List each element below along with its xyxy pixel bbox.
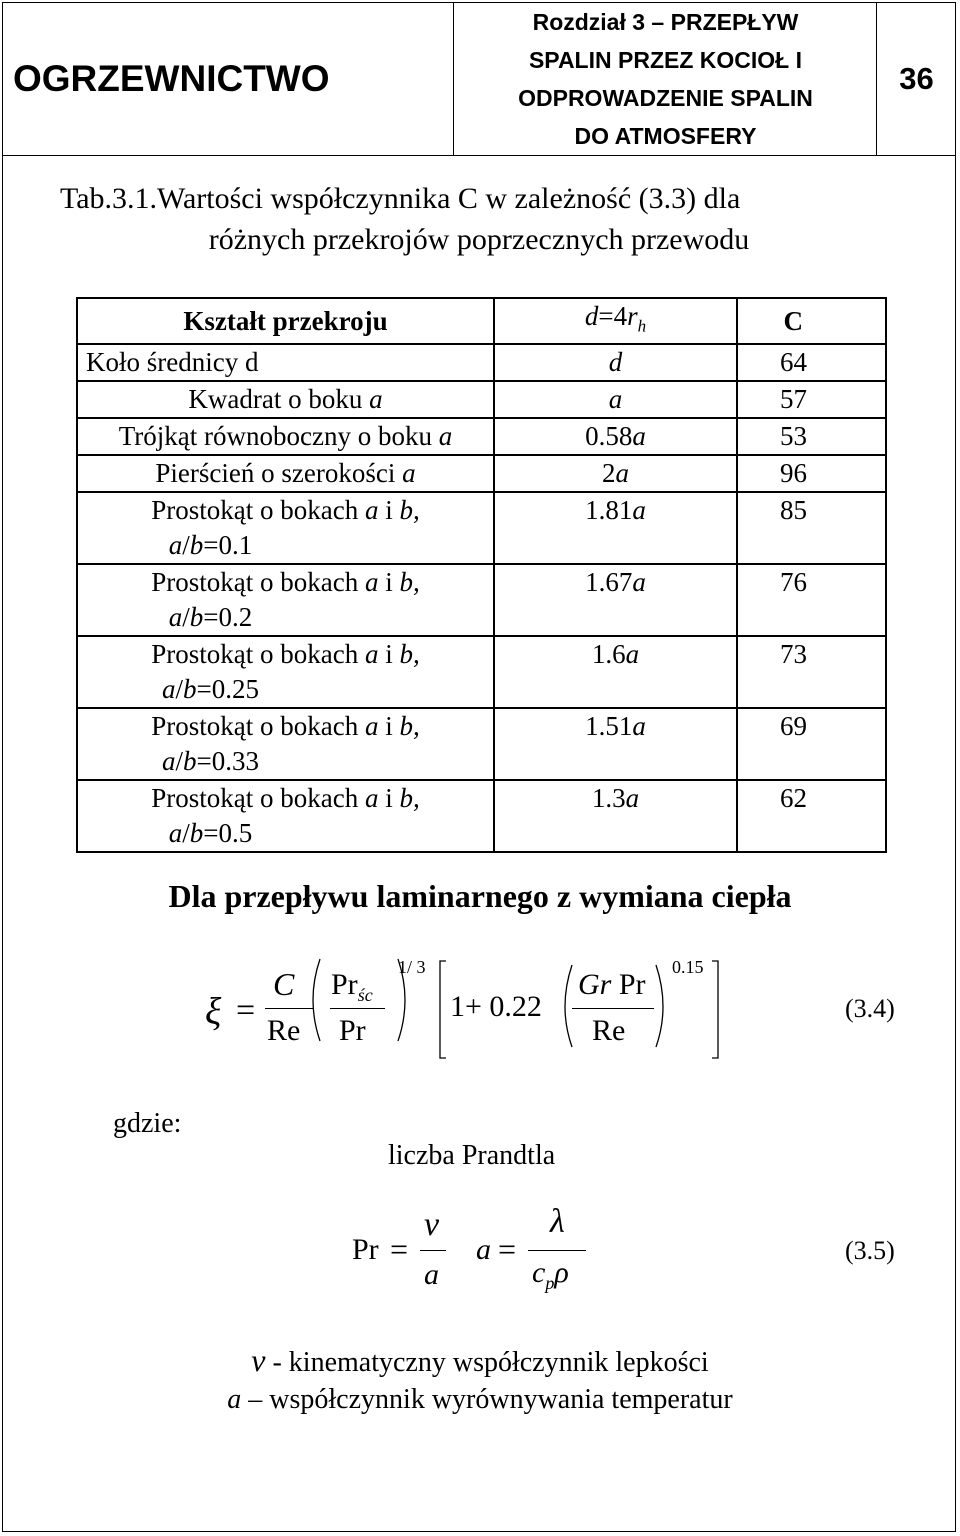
re-denominator: Re — [267, 1014, 301, 1047]
cell-c-value: 57 — [737, 381, 886, 418]
page-header — [3, 3, 956, 156]
chapter-line-1: Rozdział 3 – PRZEPŁYW — [532, 9, 799, 35]
cell-diameter: 1.51a — [494, 708, 737, 780]
cell-diameter: 0.58a — [494, 418, 737, 455]
header-chapter — [455, 3, 877, 155]
cell-c-value: 76 — [737, 564, 886, 636]
equals-sign-2: = — [498, 1231, 517, 1267]
fraction-line-lambda — [528, 1250, 586, 1251]
header-shape: Kształt przekroju — [77, 298, 494, 344]
equals-sign: = — [236, 992, 256, 1029]
coefficient-table — [76, 297, 887, 853]
page-number: 36 — [899, 61, 934, 96]
definition-a: a – współczynnik wyrównywania temperatur — [227, 1384, 733, 1415]
xi-symbol: ξ — [205, 991, 222, 1033]
cell-shape: Prostokąt o bokach a i b, a/b=0.33 — [77, 708, 494, 780]
table-row — [77, 381, 886, 418]
section-title: Dla przepływu laminarnego z wymiana ciepła — [168, 878, 792, 914]
table-row — [77, 708, 886, 780]
a-lhs: a — [476, 1233, 491, 1266]
pr-denominator: Pr — [339, 1014, 366, 1047]
chapter-line-2: SPALIN PRZEZ KOCIOŁ I — [528, 47, 802, 73]
cell-diameter: 1.81a — [494, 492, 737, 564]
fraction-line-gr — [572, 1008, 654, 1009]
cp-rho-denominator: $c_p\rho$ — [532, 1256, 569, 1293]
table-header-row — [77, 298, 886, 344]
header-brand: OGRZEWNICTWO — [3, 3, 454, 155]
table-row — [77, 636, 886, 708]
nu-numerator: ν — [424, 1206, 440, 1243]
cell-shape: Pierścień o szerokości a — [77, 455, 494, 492]
cell-c-value: 73 — [737, 636, 886, 708]
cell-diameter: 1.67a — [494, 564, 737, 636]
one-plus-coefficient: 1+ 0.22 — [450, 990, 542, 1023]
cell-c-value: 62 — [737, 780, 886, 852]
where-label: gdzie: — [113, 1108, 182, 1139]
cell-shape: Kwadrat o boku a — [77, 381, 494, 418]
equation-number-3-4: (3.4) — [845, 994, 895, 1023]
cell-diameter: d — [494, 344, 737, 381]
header-diameter: $d=4r_h$ — [494, 298, 737, 344]
chapter-line-4: DO ATMOSFERY — [574, 123, 757, 149]
table-row — [77, 455, 886, 492]
table-row — [77, 780, 886, 852]
cell-diameter: 1.6a — [494, 636, 737, 708]
table-caption — [60, 178, 910, 260]
cell-diameter: a — [494, 381, 737, 418]
equals-sign-1: = — [390, 1231, 409, 1267]
cell-shape: Prostokąt o bokach a i b, a/b=0.2 — [77, 564, 494, 636]
cell-c-value: 64 — [737, 344, 886, 381]
header-c: C — [737, 298, 886, 344]
exponent-0-15: 0.15 — [672, 957, 704, 977]
a-denominator: a — [424, 1258, 439, 1291]
lambda-numerator: λ — [550, 1203, 565, 1240]
table-row — [77, 564, 886, 636]
cell-c-value: 53 — [737, 418, 886, 455]
exponent-one-third: 1/ 3 — [398, 957, 426, 977]
pr-lhs: Pr — [352, 1233, 379, 1266]
chapter-line-3: ODPROWADZENIE SPALIN — [518, 85, 813, 111]
fraction-line-pr — [330, 1008, 385, 1009]
table-row — [77, 418, 886, 455]
grashof-prandtl: Gr Pr — [578, 968, 646, 1001]
cell-shape: Trójkąt równoboczny o boku a — [77, 418, 494, 455]
cell-diameter: 1.3a — [494, 780, 737, 852]
cell-shape: Prostokąt o bokach a i b, a/b=0.5 — [77, 780, 494, 852]
caption-line-2: różnych przekrojów poprzecznych przewodu — [208, 223, 750, 256]
caption-line-1: Tab.3.1.Wartości współczynnika C w zależność (3.3) dla — [60, 182, 741, 215]
c-numerator: C — [273, 966, 295, 1002]
cell-c-value: 85 — [737, 492, 886, 564]
cell-c-value: 69 — [737, 708, 886, 780]
cell-shape: Prostokąt o bokach a i b, a/b=0.25 — [77, 636, 494, 708]
cell-shape: Prostokąt o bokach a i b, a/b=0.1 — [77, 492, 494, 564]
cell-shape: Koło średnicy d — [77, 344, 494, 381]
re-denominator-2: Re — [592, 1014, 626, 1047]
prandtl-label: liczba Prandtla — [388, 1140, 556, 1171]
definition-nu: ν - kinematyczny współczynnik lepkości — [251, 1342, 709, 1378]
table-row — [77, 344, 886, 381]
cell-diameter: 2a — [494, 455, 737, 492]
pr-wall: $Pr_{śc}$ — [331, 968, 373, 1005]
cell-c-value: 96 — [737, 455, 886, 492]
equation-number-3-5: (3.5) — [845, 1236, 895, 1265]
fraction-line-nu — [420, 1250, 446, 1251]
table-row — [77, 492, 886, 564]
